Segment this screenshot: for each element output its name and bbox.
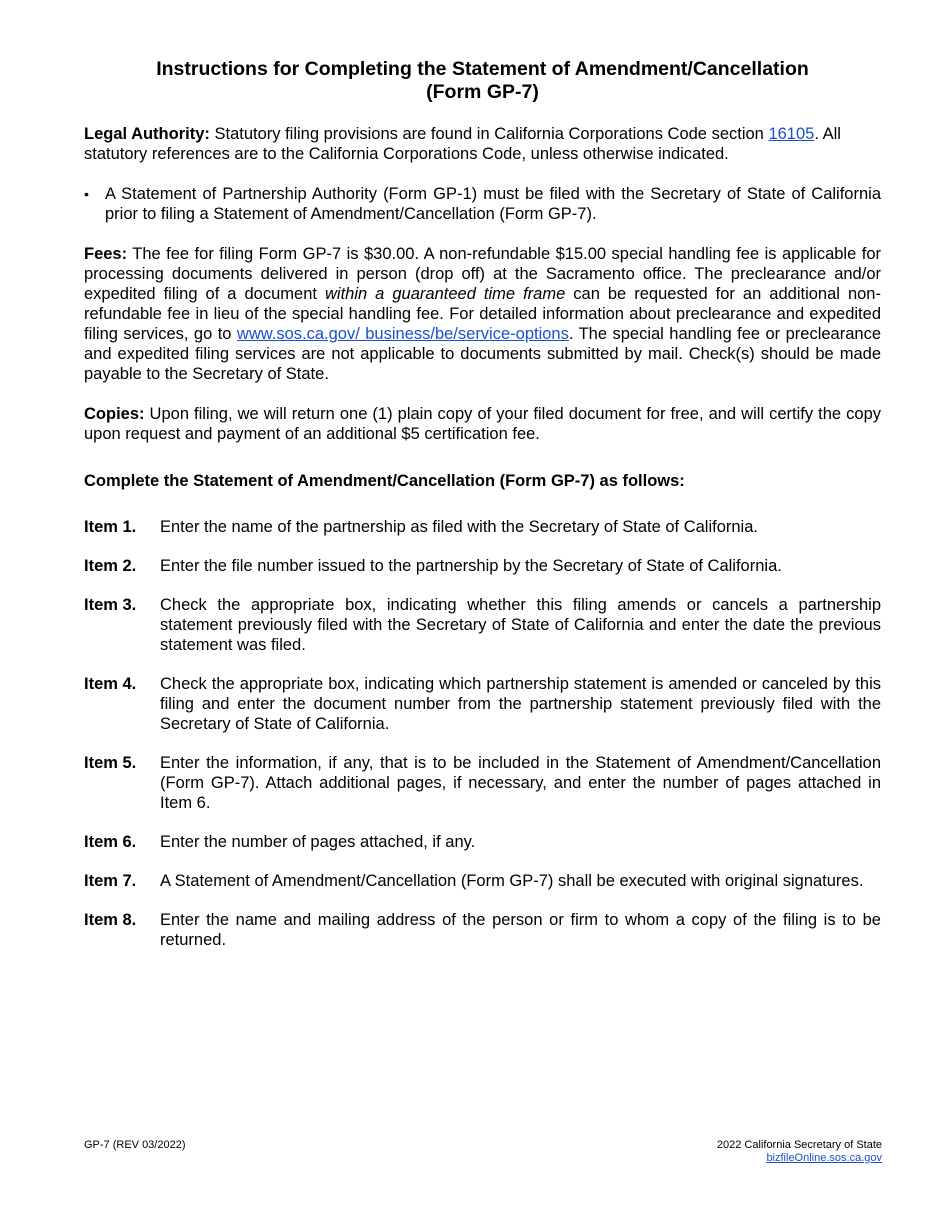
legal-authority-paragraph	[84, 124, 881, 164]
item-label: Item 4.	[84, 675, 137, 693]
instructions-heading: Complete the Statement of Amendment/Cancellation (Form GP-7) as follows:	[84, 472, 685, 490]
item-text: Enter the name of the partnership as filed with the Secretary of State of California.	[160, 518, 758, 536]
list-item	[84, 556, 881, 576]
footer-form-revision: GP-7 (REV 03/2022)	[84, 1139, 186, 1151]
list-item	[84, 871, 881, 891]
copies-label: Copies:	[84, 405, 145, 423]
page-title	[84, 58, 881, 104]
code-section-link[interactable]: 16105	[768, 125, 815, 143]
list-item	[84, 832, 881, 852]
item-text: Check the appropriate box, indicating whether this filing amends or cancels a partnership statement previously filed with the Secretary of State of California and enter the date the previous statement was filed.	[160, 596, 881, 654]
item-text: Enter the number of pages attached, if any.	[160, 833, 476, 851]
fees-paragraph	[84, 244, 881, 384]
footer-right	[717, 1139, 882, 1165]
item-label: Item 3.	[84, 596, 137, 614]
copies-paragraph	[84, 404, 881, 444]
item-text: Check the appropriate box, indicating which partnership statement is amended or canceled by this filing and enter the document number from the partnership statement previously filed with the Secretary of State of California.	[160, 675, 881, 733]
list-item	[84, 910, 881, 950]
copies-text: Upon filing, we will return one (1) plain copy of your filed document for free, and will certify the copy upon request and payment of an additional $5 certification fee.	[84, 405, 881, 443]
list-item	[84, 595, 881, 655]
item-text: A Statement of Amendment/Cancellation (Form GP-7) shall be executed with original signatures.	[160, 872, 864, 890]
item-text: Enter the file number issued to the partnership by the Secretary of State of California.	[160, 557, 782, 575]
item-text: Enter the information, if any, that is to be included in the Statement of Amendment/Cancellation (Form GP-7). Attach additional pages, if necessary, and enter the number of pages attached in Item 6.	[160, 754, 881, 812]
list-item	[84, 674, 881, 734]
footer-copyright: 2022 California Secretary of State	[716, 1139, 882, 1151]
item-label: Item 1.	[84, 518, 137, 536]
bizfile-link[interactable]: bizfileOnline.sos.ca.gov	[766, 1152, 882, 1164]
document-body	[84, 58, 881, 969]
item-label: Item 2.	[84, 557, 137, 575]
bullet-icon: •	[84, 186, 89, 202]
legal-authority-text2: . All statutory references are to the California Corporations Code, unless otherwise indicated.	[84, 125, 841, 163]
requirements-list	[84, 184, 881, 224]
item-label: Item 8.	[84, 911, 137, 929]
fees-text1: The fee for filing Form GP-7 is $30.00. A non-refundable $15.00 special handling fee is applicable for processing documents delivered in person (drop off) at the Sacramento office. The preclearance and/or expedited filing of a document	[84, 245, 881, 303]
legal-authority-text1: Statutory filing provisions are found in California Corporations Code section	[209, 125, 769, 143]
item-label: Item 5.	[84, 754, 137, 772]
list-item	[84, 753, 881, 813]
list-item	[84, 184, 881, 224]
item-label: Item 7.	[84, 872, 137, 890]
legal-authority-label: Legal Authority:	[84, 125, 210, 143]
fees-label: Fees:	[84, 245, 128, 263]
item-label: Item 6.	[84, 833, 137, 851]
service-options-link[interactable]: www.sos.ca.gov/ business/be/service-options	[236, 325, 569, 343]
list-item	[84, 517, 881, 537]
page-title-line2: (Form GP-7)	[426, 81, 539, 103]
list-item-text: A Statement of Partnership Authority (Form GP-1) must be filed with the Secretary of State of California prior to filing a Statement of Amendment/Cancellation (Form GP-7).	[105, 185, 881, 223]
item-text: Enter the name and mailing address of the person or firm to whom a copy of the filing is to be returned.	[160, 911, 881, 949]
fees-text2: can be requested for an additional non-refundable fee in lieu of the special handling fee. For detailed information about preclearance and expedited filing services, go to	[84, 285, 881, 343]
fees-italic-text: within a guaranteed time frame	[324, 285, 566, 303]
fees-text3: . The special handling fee or preclearance and expedited filing services are not applicable to documents submitted by mail. Check(s) should be made payable to the Secretary of State.	[84, 325, 881, 383]
page-title-line1: Instructions for Completing the Statement of Amendment/Cancellation	[156, 58, 809, 80]
items-list	[84, 517, 881, 950]
